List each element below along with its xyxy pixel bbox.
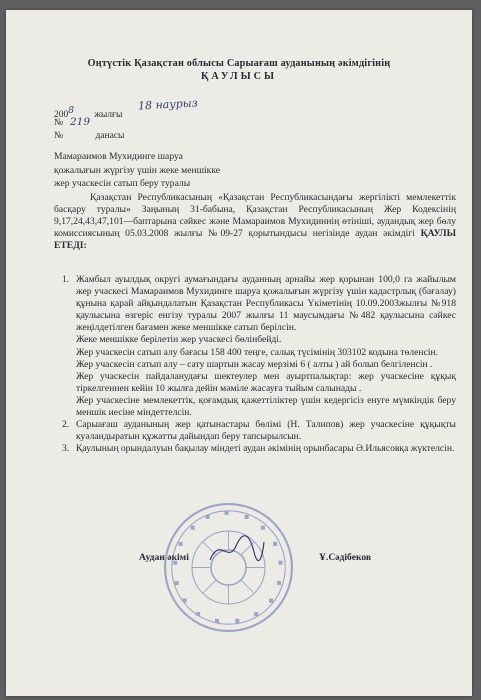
preamble-resolution: ҚАУЛЫ ЕТЕДІ: <box>54 228 456 252</box>
item-3-number: 3. <box>62 443 70 455</box>
item-1-text: Жамбыл ауылдық округі аумағындағы ауданның арнайы жер қорынан 100,0 га жайылым жер учаскесі Мамараимов Мухидинге шаруа қожалығын жүргізу үшін кадастрлық (бағалау) құнына қарай айқындалатын Қазақстан Республикасы Үкіметінің 10.09.2003жылғы №918 қаулысына өзгеріс енгізу туралы 2007 жылғы 11 маусымдағы №482 қаулысына сәйкес жеңілдетілген бағамен жеке меншікке сатып берілсін. <box>76 274 456 334</box>
item-1-text: Жер учаскесін сатып алу бағасы 158 400 теңге, салық түсімінің 303102 кодына төленсін. <box>76 346 439 358</box>
preamble-paragraph <box>54 192 456 252</box>
year-prefix: 200 <box>54 110 69 121</box>
item-1-text: Жер учаскесін пайдаланудағы шектеулер мен ауыртпалықтар: жер учаскесіне құқық тіркелгеннен кейін 10 жылға дейін мәміле жасауға тыйым салынады . <box>76 370 456 394</box>
resolution-items <box>54 274 456 455</box>
year-handwritten: 8 <box>68 106 74 116</box>
item-1-text: Жеке меншікке берілетін жер учаскесі бөлінбейді. <box>76 334 282 346</box>
subject-line-2: қожалығын жүргізу үшін жеке меншікке <box>54 164 221 176</box>
item-2-text: Сарыағаш ауданының жер қатынастары бөлімі (Н. Талипов) жер учаскесіне құқықты куәландыратын құжатты дайындап беру тапсырылсын. <box>76 419 456 443</box>
subject-line-1: Мамараимов Мухидинге шаруа <box>54 151 183 162</box>
number-sign: № <box>54 118 64 128</box>
item-3 <box>54 443 456 455</box>
number-handwritten: 219 <box>70 116 91 128</box>
header-doc-type: ҚАУЛЫСЫ <box>201 71 277 82</box>
preamble-text: Қазақстан Республикасының «Қазақстан Республикасындағы жергілікті мемлекеттік басқару туралы» Заңының 31-бабына, Қазақстан Республикасының Жер Кодексінің 9,17,24,43,47,101—баптарына сәйкес және Мамараимов Мухидиннің өтініші, аудандық жер бөлу комиссиясының 05.03.2008 жылғы №09-27 қорытындысы негізінде аудан әкімдігі <box>54 192 456 240</box>
subject-line-3: жер учаскесін сатып беру туралы <box>54 178 191 189</box>
handwritten-signature-icon <box>206 530 266 570</box>
item-1-text: Жер учаскесін сатып алу – сату шартын жасау мерзімі 6 ( алты ) ай болып белгіленсін . <box>76 358 433 370</box>
document-page <box>6 10 472 696</box>
item-1-text: Жер учаскесіне мемлекеттік, қоғамдық қажеттіліктер үшін кедергісіз енуге мүмкіндік беру меншік иесіне міндеттелсін. <box>76 394 456 419</box>
header-authority: Оңтүстік Қазақстан облысы Сарыағаш ауданының әкімдігінің <box>87 58 391 69</box>
item-1 <box>54 274 456 419</box>
year-suffix: жылғы <box>94 110 123 121</box>
signature-title: Аудан әкімі <box>139 552 189 563</box>
item-2-number: 2. <box>62 419 70 431</box>
date-handwritten: 18 наурыз <box>137 96 198 113</box>
item-1-number: 1. <box>62 274 70 285</box>
copy-line <box>54 131 124 141</box>
subject-block <box>54 150 220 191</box>
item-3-text: Қаулының орындалуын бақылау міндеті аудан әкімінің орынбасары Ә.Ильясовқа жүктелсін. <box>76 443 455 455</box>
copy-label: данасы <box>95 131 125 141</box>
item-2 <box>54 419 456 443</box>
signature-name: Ұ.Сәдібеков <box>319 552 372 563</box>
copy-number-sign: № <box>54 131 64 141</box>
number-line <box>54 118 63 128</box>
